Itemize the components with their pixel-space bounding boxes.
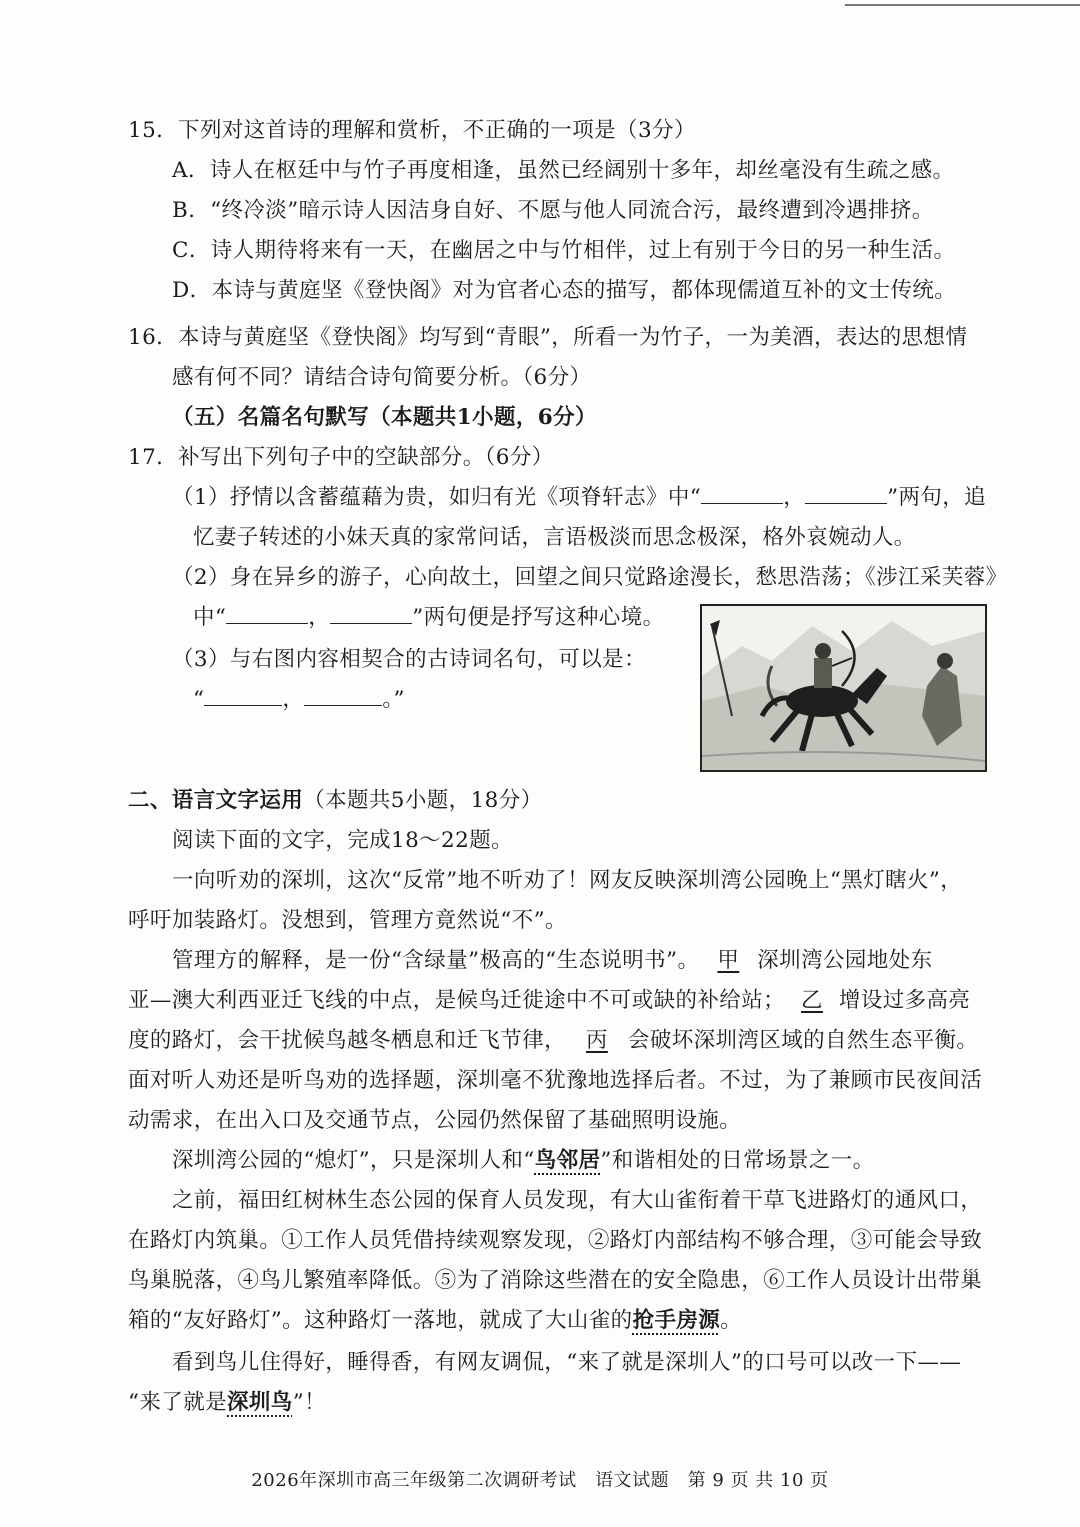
- emphasis-bird-neighbor: 鸟邻居: [534, 1148, 601, 1173]
- q17-part3-line1: （3）与右图内容相契合的古诗词名句，可以是：: [172, 647, 646, 672]
- q17-part1-line2: 忆妻子转述的小妹天真的家常问话，言语极淡而思念极深，格外哀婉动人。: [193, 525, 916, 550]
- para2-line1: [172, 946, 932, 976]
- q16-line2: 感有何不同？请结合诗句简要分析。（6分）: [172, 365, 592, 390]
- part2-note: （本题共5小题，18分）: [303, 788, 543, 813]
- q15-option-a: A．诗人在枢廷中与竹子再度相逢，虽然已经阔别十多年，却丝毫没有生疏之感。: [172, 158, 955, 183]
- para5-line2: [128, 1388, 326, 1418]
- q17-stem: 17．补写出下列句子中的空缺部分。（6分）: [128, 445, 554, 470]
- blank-bing: 丙: [586, 1028, 608, 1053]
- para1-line2: 呼吁加装路灯。没想到，管理方竟然说“不”。: [128, 908, 567, 933]
- close-quote: 。”: [382, 687, 405, 712]
- para4-line2: 在路灯内筑巢。①工作人员凭借持续观察发现，②路灯内部结构不够合理，③可能会导致: [128, 1228, 983, 1253]
- para2-text: 度的路灯，会干扰候鸟越冬栖息和迁飞节律，: [128, 1028, 567, 1053]
- para3-line1: [172, 1146, 875, 1176]
- answer-blank[interactable]: [226, 603, 308, 624]
- answer-blank[interactable]: [304, 685, 382, 706]
- q17-part3-line2: [193, 685, 405, 715]
- para5-line1: 看到鸟儿住得好，睡得香，有网友调侃，“来了就是深圳人”的口号可以改一下——: [172, 1350, 962, 1375]
- q15-option-b: B．“终冷淡”暗示诗人因洁身自好、不愿与他人同流合污，最终遭到冷遇排挤。: [172, 198, 934, 223]
- para4-text: 。: [720, 1308, 743, 1333]
- archer-illustration: [700, 604, 987, 772]
- part2-heading: [128, 786, 543, 816]
- part2-title: 二、语言文字运用: [128, 788, 304, 813]
- open-quote: “: [193, 687, 205, 712]
- para2-text: 增设过多高亮: [838, 988, 971, 1013]
- blank-yi: 乙: [801, 988, 823, 1013]
- q15-option-d: D．本诗与黄庭坚《登快阁》对为官者心态的描写，都体现儒道互补的文士传统。: [172, 278, 957, 303]
- answer-blank[interactable]: [805, 483, 887, 504]
- para3-text: 深圳湾公园的“熄灯”，只是深圳人和“: [172, 1148, 535, 1173]
- para3-text: ”和谐相处的日常场景之一。: [600, 1148, 875, 1173]
- q15-option-c: C．诗人期待将来有一天，在幽居之中与竹相伴，过上有别于今日的另一种生活。: [172, 238, 956, 263]
- answer-blank[interactable]: [204, 685, 282, 706]
- comma: ，: [783, 485, 806, 510]
- q17-part2-line1: （2）身在异乡的游子，心向故土，回望之间只觉路途漫长，愁思浩荡；《涉江采芙蓉》: [172, 565, 1008, 590]
- horseback-archer-icon: [702, 606, 985, 770]
- blank-jia: 甲: [717, 948, 740, 973]
- para2-line3: [128, 1026, 978, 1056]
- para2-line2: [128, 986, 970, 1016]
- reading-instruction: 阅读下面的文字，完成18～22题。: [172, 828, 514, 853]
- q16-line1: 16．本诗与黄庭坚《登快阁》均写到“青眼”，所看一为竹子，一为美酒，表达的思想情: [128, 325, 968, 350]
- q17-p1-text-a: （1）抒情以含蓄蕴藉为贵，如归有光《项脊轩志》中“: [172, 485, 702, 510]
- para5-text: “来了就是: [128, 1390, 227, 1415]
- para2-line5: 动需求，在出入口及交通节点，公园仍然保留了基础照明设施。: [128, 1108, 742, 1133]
- para4-text: 箱的“友好路灯”。这种路灯一落地，就成了大山雀的: [128, 1308, 633, 1333]
- para2-text: 会破坏深圳湾区域的自然生态平衡。: [627, 1028, 979, 1053]
- q17-part2-line2: [193, 603, 665, 633]
- para2-text: 亚—澳大利西亚迁飞线的中点，是候鸟迁徙途中不可或缺的补给站；: [128, 988, 786, 1013]
- q17-part1-line1: [172, 483, 986, 513]
- emphasis-shenzhen-bird: 深圳鸟: [227, 1390, 293, 1415]
- emphasis-hot-housing: 抢手房源: [632, 1308, 721, 1333]
- para4-line3: 鸟巢脱落，④鸟儿繁殖率降低。⑤为了消除这些潜在的安全隐患，⑥工作人员设计出带巢: [128, 1268, 983, 1293]
- para2-text: 管理方的解释，是一份“含绿量”极高的“生态说明书”。: [172, 948, 700, 973]
- para5-text: ”！: [292, 1390, 326, 1415]
- para1-line1: 一向听劝的深圳，这次“反常”地不听劝了！网友反映深圳湾公园晚上“黑灯瞎火”，: [172, 868, 963, 893]
- answer-blank[interactable]: [330, 603, 412, 624]
- q15-stem: 15．下列对这首诗的理解和赏析，不正确的一项是（3分）: [128, 118, 696, 143]
- scan-edge-line: [845, 4, 1080, 6]
- comma: ，: [308, 605, 331, 630]
- q17-p2-text-b: ”两句便是抒写这种心境。: [412, 605, 665, 630]
- page-footer: 2026年深圳市高三年级第二次调研考试 语文试题 第 9 页 共 10 页: [251, 1470, 829, 1491]
- comma: ，: [282, 687, 305, 712]
- para4-line1: 之前，福田红树林生态公园的保育人员发现，有大山雀衔着干草飞进路灯的通风口，: [172, 1188, 983, 1213]
- answer-blank[interactable]: [701, 483, 783, 504]
- q17-p1-text-b: ”两句，追: [887, 485, 987, 510]
- para2-line4: 面对听人劝还是听鸟劝的选择题，深圳毫不犹豫地选择后者。不过，为了兼顾市民夜间活: [128, 1068, 983, 1093]
- section5-heading: （五）名篇名句默写（本题共1小题，6分）: [172, 405, 597, 430]
- para4-line4: [128, 1306, 742, 1336]
- q17-p2-text-a: 中“: [193, 605, 227, 630]
- para2-text: 深圳湾公园地处东: [757, 948, 933, 973]
